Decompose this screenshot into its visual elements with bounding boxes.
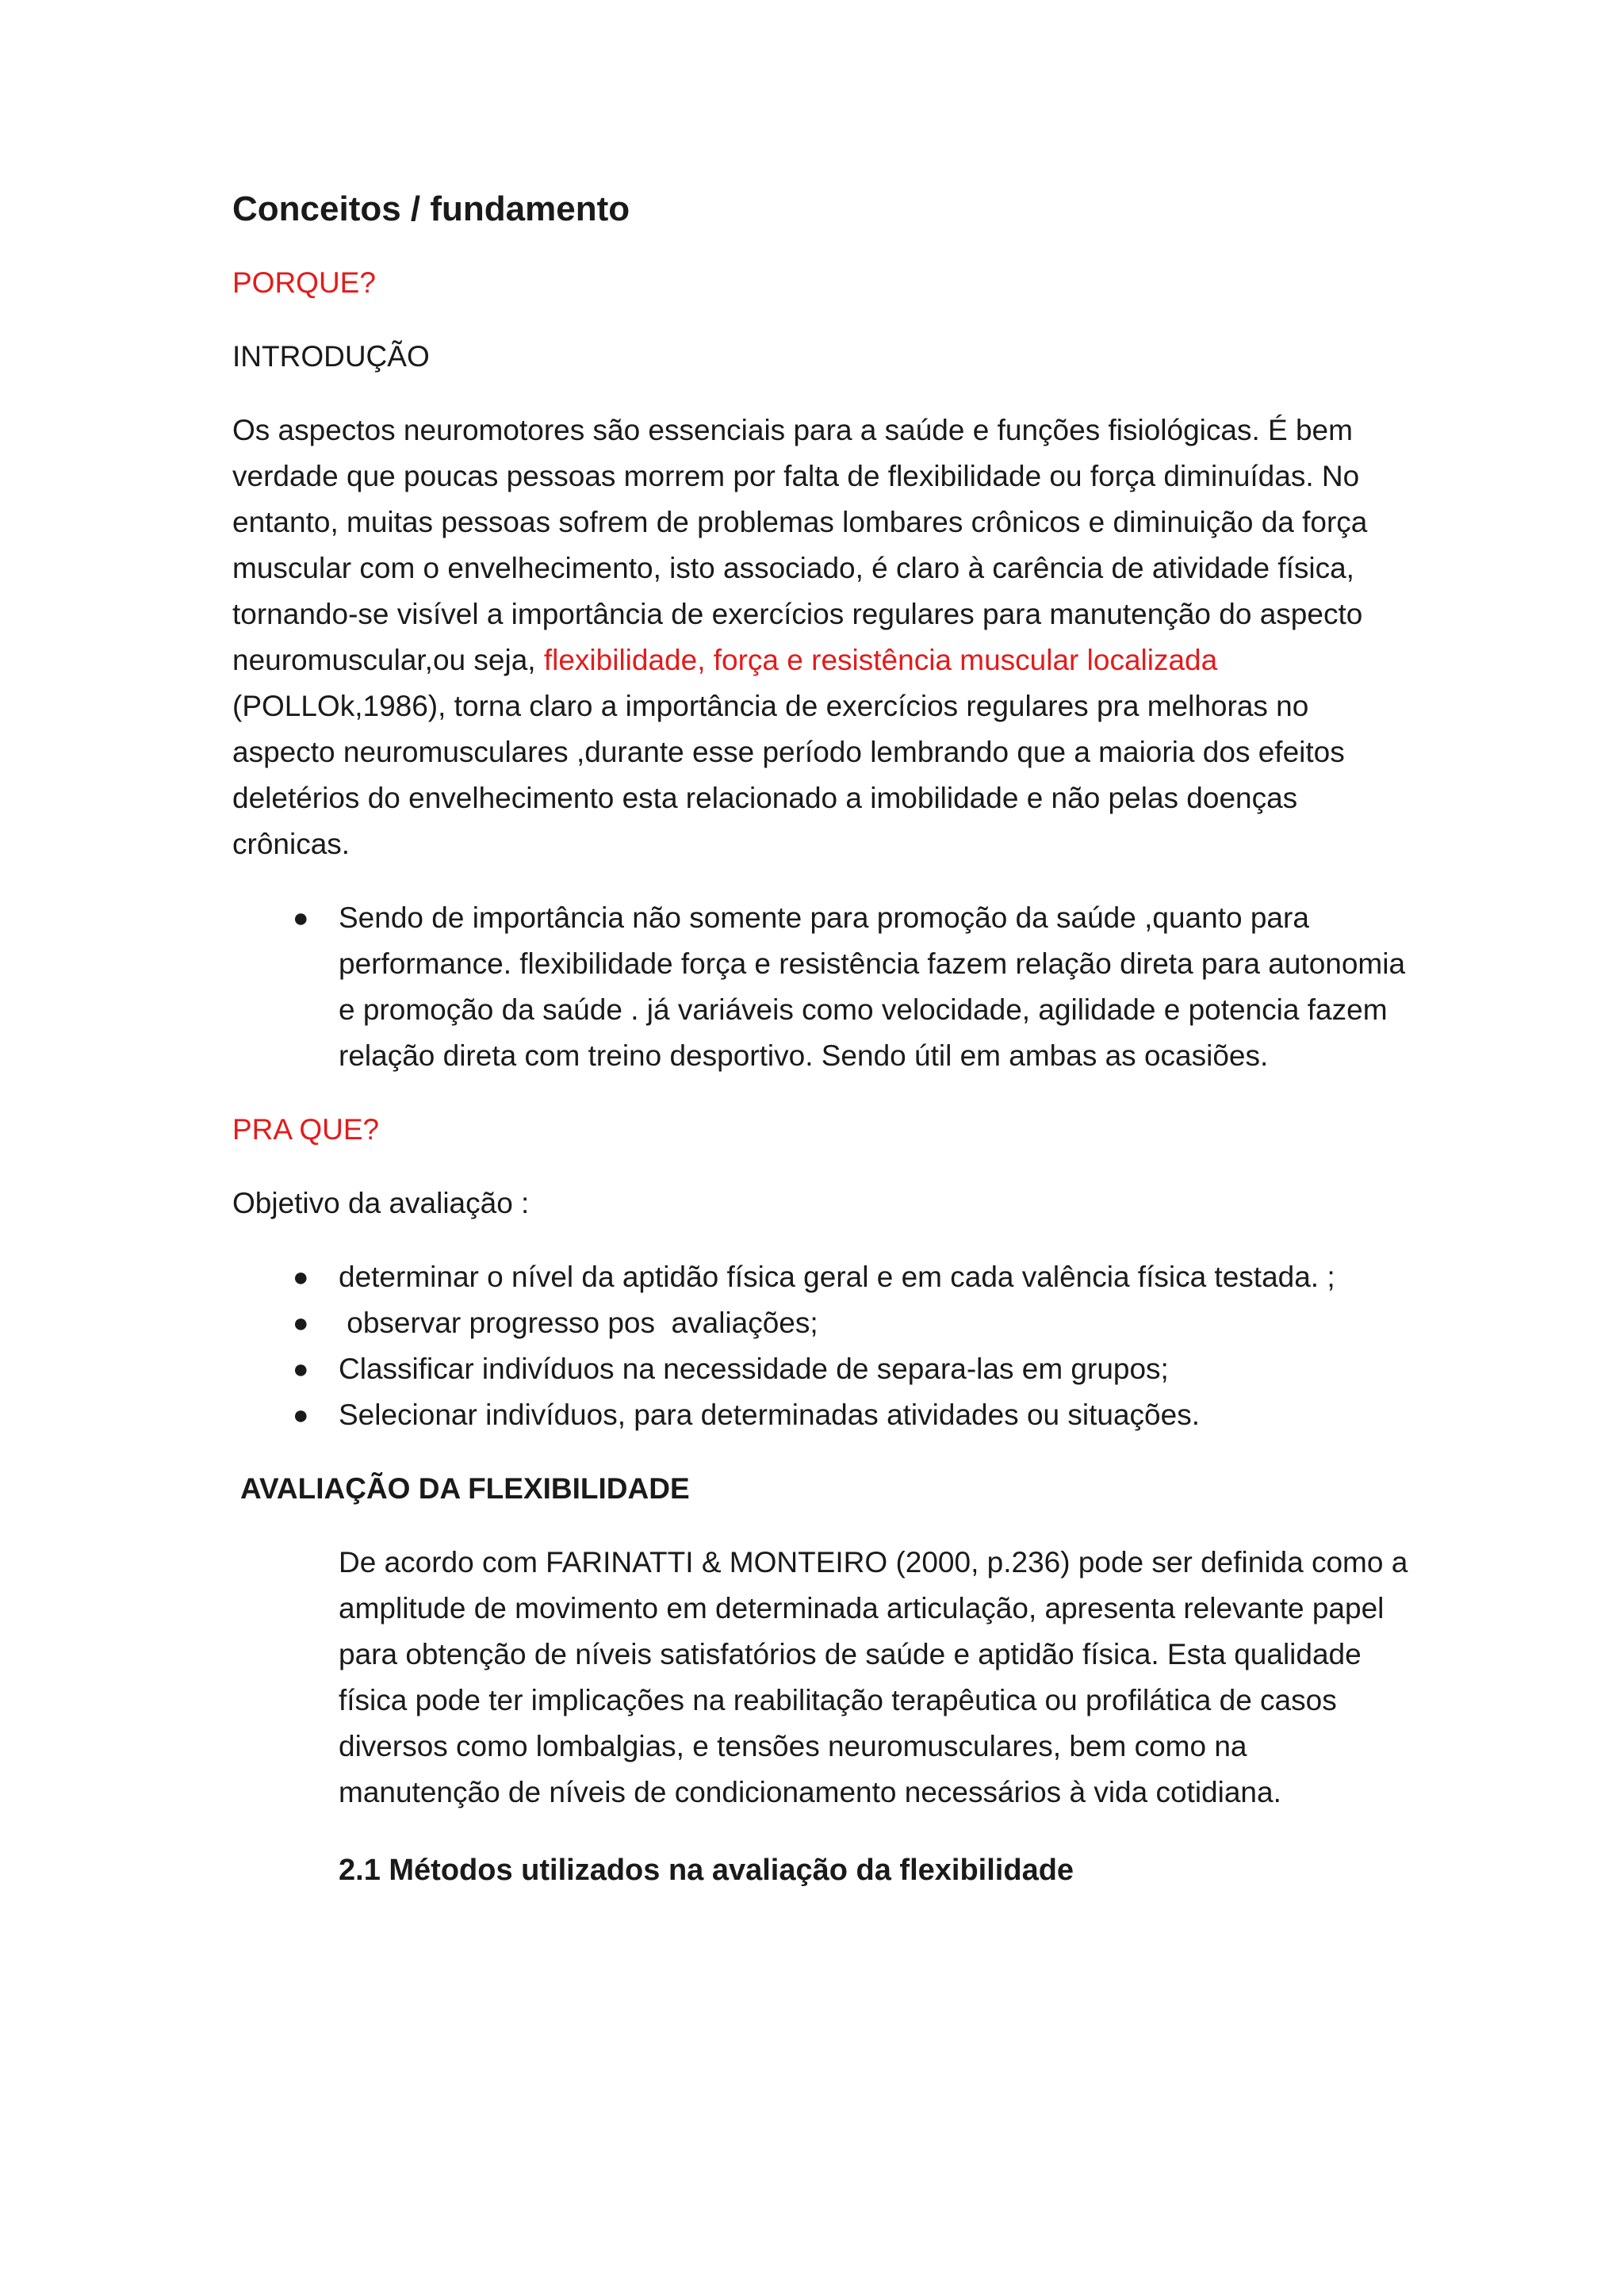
objective-text: Selecionar indivíduos, para determinadas atividades ou situações. [339,1399,1200,1431]
bullet-icon: ● [293,903,309,933]
list-item [232,1254,1414,1300]
list-item [232,1300,1414,1346]
intro-paragraph [232,408,1414,867]
intro-highlight: flexibilidade, força e resistência muscular localizada [543,644,1218,676]
flex-paragraph: De acordo com FARINATTI & MONTEIRO (2000, p.236) pode ser definida como a amplitude de movimento em determinada articulação, apresenta relevante papel para obtenção de níveis satisfatórios de saúde e aptidão física. Esta qualidade física pode ter implicações na reabilitação terapêutica ou profilática de casos diversos como lombalgias, e tensões neuromusculares, bem como na manutenção de níveis de condicionamento necessários à vida cotidiana. [339,1546,1408,1808]
flex-section-title: AVALIAÇÃO DA FLEXIBILIDADE [240,1472,690,1505]
objective-text: observar progresso pos avaliações; [339,1307,818,1339]
bullet-icon: ● [293,1354,309,1384]
bullet-icon: ● [293,1308,309,1338]
objective-text: Classificar indivíduos na necessidade de separa-las em grupos; [339,1353,1169,1385]
methods-subheading: 2.1 Métodos utilizados na avaliação da flexibilidade [339,1854,1074,1887]
bullet-icon: ● [293,1400,309,1430]
intro-text-part2: (POLLOk,1986), torna claro a importância de exercícios regulares pra melhoras no aspecto neuromusculares ,durante esse período lembrando que a maioria dos efeitos deletérios do envelhecimento esta relacionado a imobilidade e não pelas doenças crônicas. [232,690,1345,860]
porque-label: PORQUE? [232,266,376,299]
objective-text: determinar o nível da aptidão física geral e em cada valência física testada. ; [339,1261,1335,1293]
list-item [232,1346,1414,1392]
intro-label: INTRODUÇÃO [232,340,430,373]
list-item [232,1392,1414,1438]
list-item [232,895,1414,1079]
document-content [232,186,1414,1893]
bullet-icon: ● [293,1262,309,1292]
intro-bullet-text: Sendo de importância não somente para promoção da saúde ,quanto para performance. flexibilidade força e resistência fazem relação direta para autonomia e promoção da saúde . já variáveis como velocidade, agilidade e potencia fazem relação direta com treino desportivo. Sendo útil em ambas as ocasiões. [339,901,1406,1072]
objectives-list [232,1254,1414,1438]
document-title: Conceitos / fundamento [232,189,630,228]
intro-text-part1: Os aspectos neuromotores são essenciais para a saúde e funções fisiológicas. É bem verdade que poucas pessoas morrem por falta de flexibilidade ou força diminuídas. No entanto, muitas pessoas sofrem de problemas lombares crônicos e diminuição da força muscular com o envelhecimento, isto associado, é claro à carência de atividade física, tornando-se visível a importância de exercícios regulares para manutenção do aspecto neuromuscular,ou seja, [232,414,1368,676]
pra-que-label: PRA QUE? [232,1113,380,1146]
objective-label: Objetivo da avaliação : [232,1187,530,1219]
intro-bullet-list [232,895,1414,1079]
